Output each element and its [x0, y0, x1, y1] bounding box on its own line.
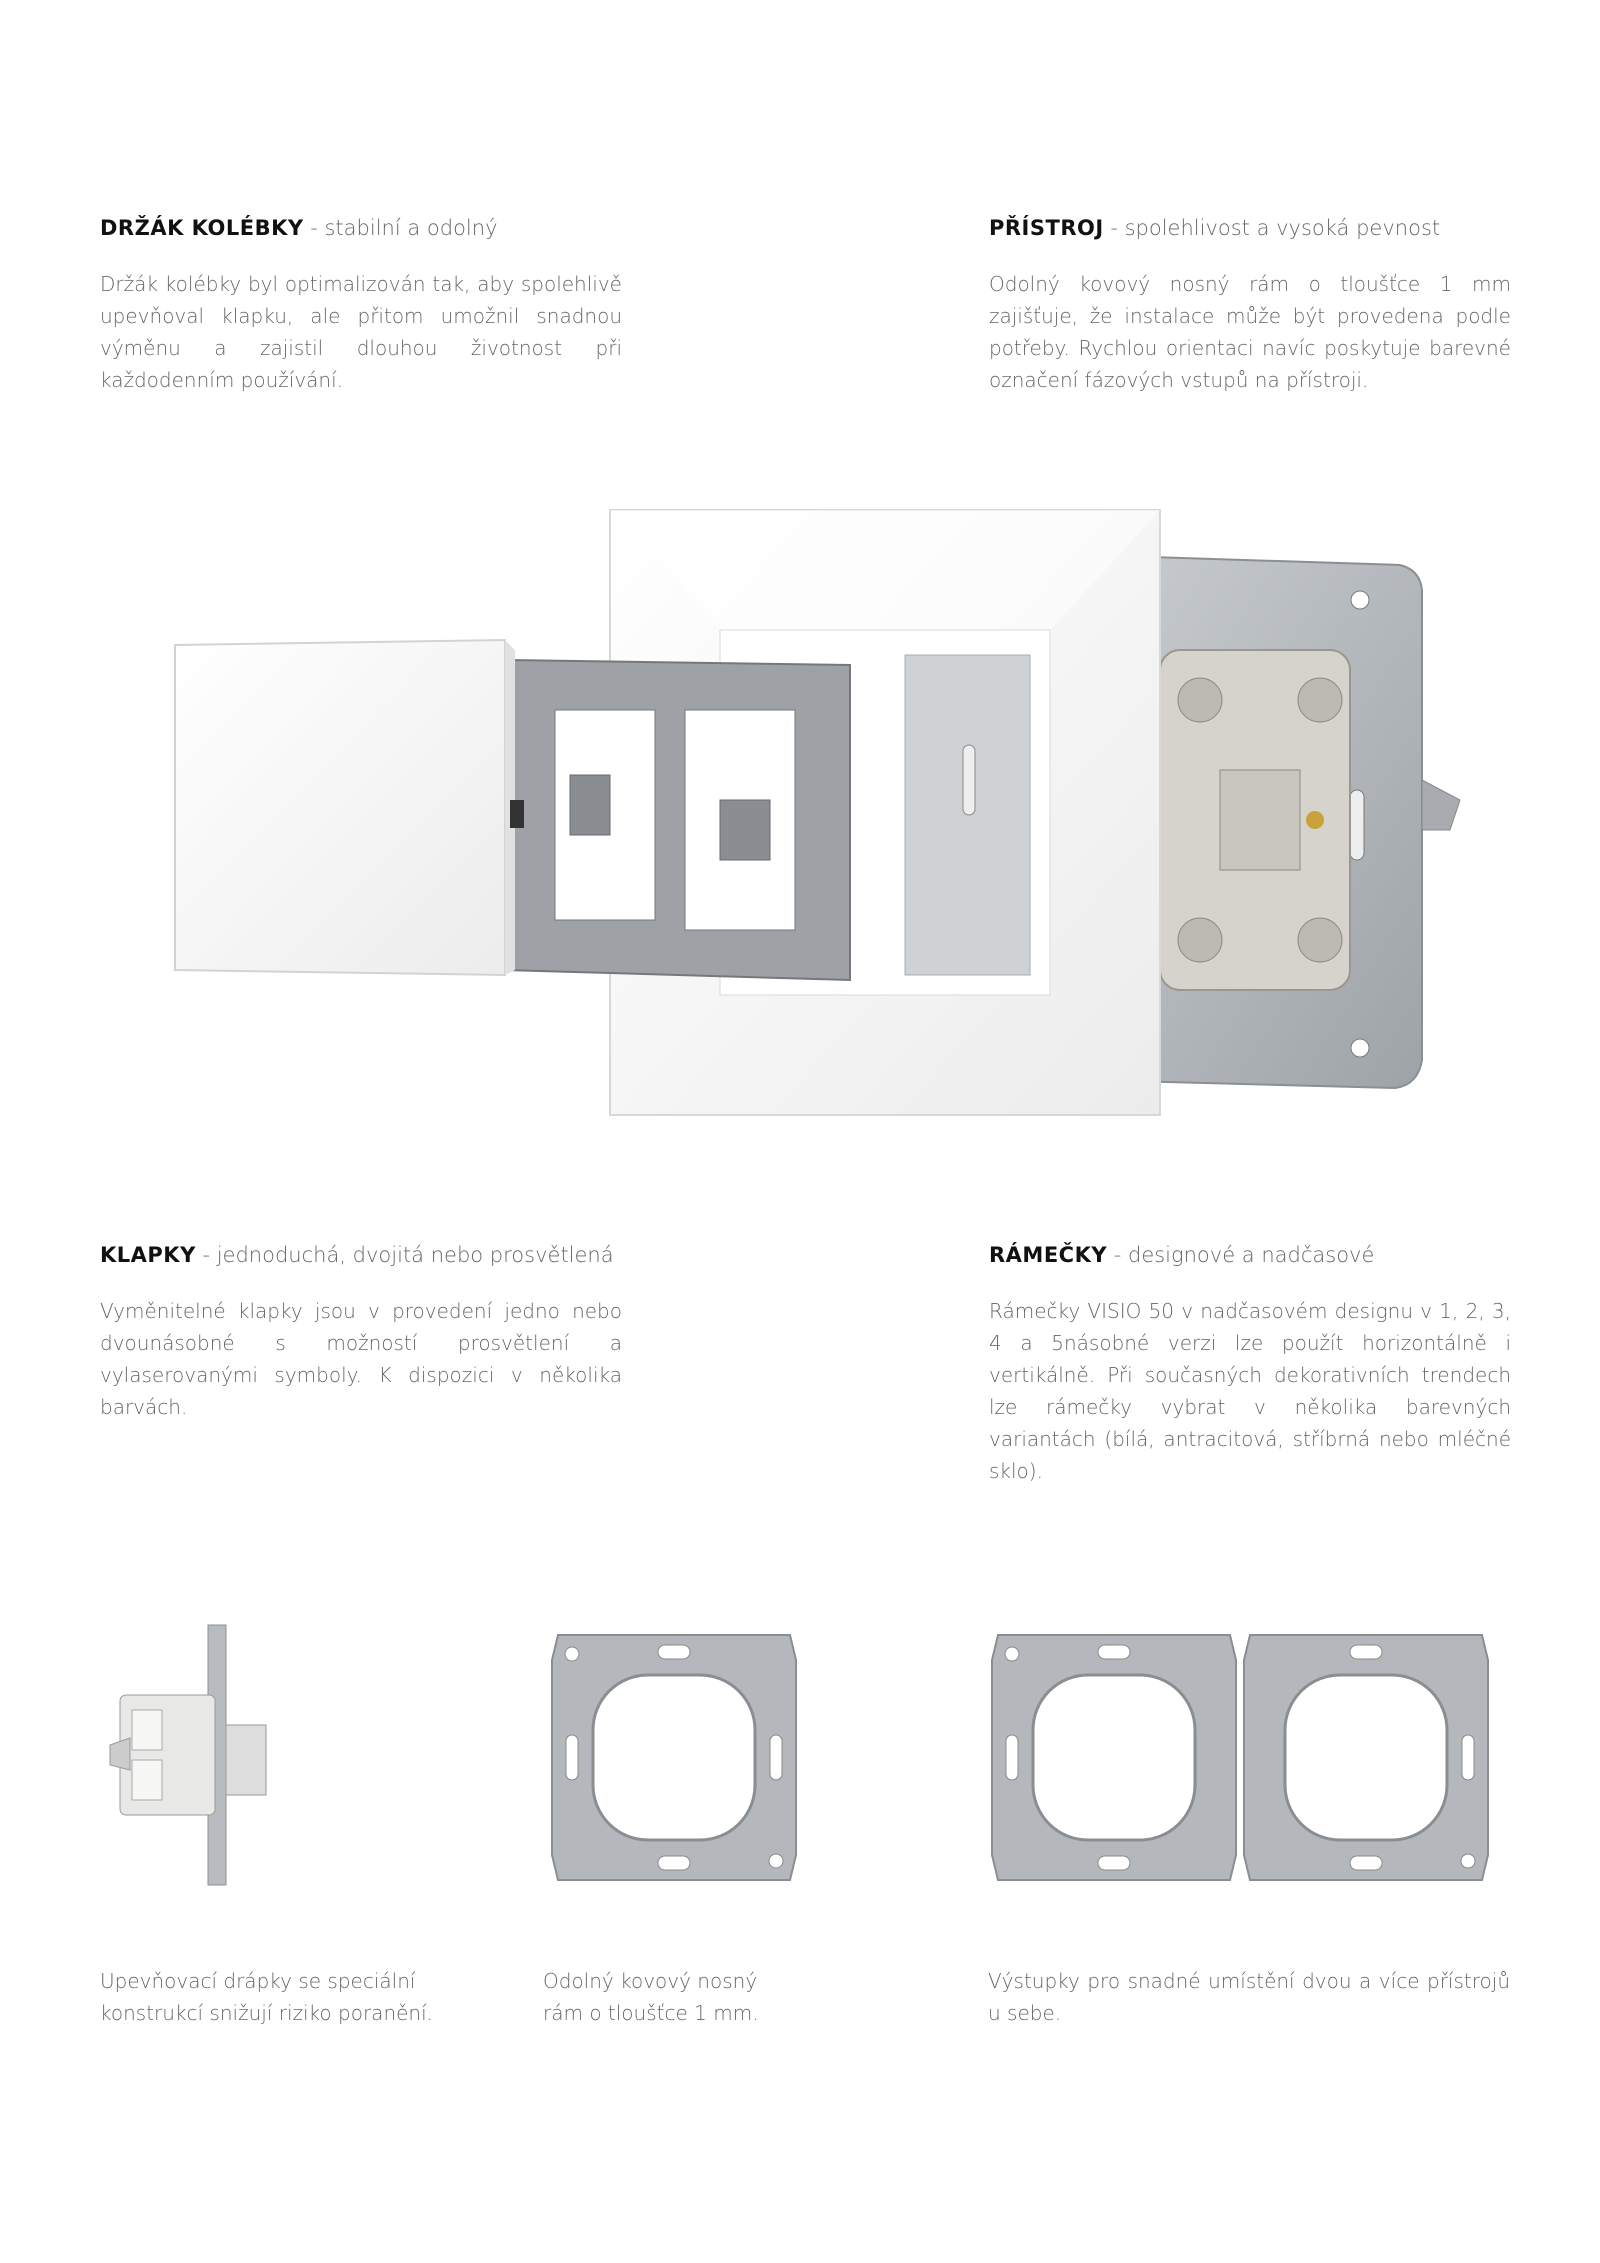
caption-ram: Odolný kovový nosný rám o tloušťce 1 mm.	[543, 1969, 759, 2025]
section-subtitle: - spolehlivost a vysoká pevnost	[1103, 216, 1441, 240]
metal-frame	[552, 1635, 796, 1880]
section-body: Odolný kovový nosný rám o tloušťce 1 mm zajišťuje, že instalace může být provedena podle potřeby. Rychlou orientaci navíc poskytuje barevné označení fázových vstupů na přístroji.	[989, 272, 1511, 392]
rocker-holder	[505, 660, 850, 980]
section-pristroj	[989, 214, 1511, 396]
section-body: Rámečky VISIO 50 v nadčasovém designu v 1, 2, 3, 4 a 5násobné verzi lze použít horizontálně i vertikálně. Při současných dekorativních trendech lze rámečky vybrat v několika barevných variantách (bílá, antracitová, stříbrná nebo mléčné sklo).	[989, 1299, 1511, 1483]
rocker-plate	[175, 640, 524, 975]
metal-frame-single-image	[548, 1630, 800, 1885]
caption-vystupky: Výstupky pro snadné umístění dvou a více přístrojů u sebe.	[988, 1969, 1510, 2025]
section-heading	[100, 1241, 622, 1269]
section-title: KLAPKY	[100, 1243, 196, 1267]
section-subtitle: - jednoduchá, dvojitá nebo prosvětlená	[195, 1243, 614, 1267]
switch-assembly-illustration	[160, 500, 1480, 1160]
metal-frame-double-image	[988, 1630, 1493, 1885]
device-mechanism	[1160, 650, 1350, 990]
section-klapky	[100, 1241, 622, 1423]
caption-drapky: Upevňovací drápky se speciální konstrukcí snižují riziko poranění.	[100, 1969, 434, 2025]
section-heading	[989, 214, 1511, 242]
device-side-view-image	[100, 1620, 280, 1890]
section-drzak	[100, 214, 622, 396]
section-ramecky	[989, 1241, 1511, 1487]
section-heading	[989, 1241, 1511, 1269]
metal-frame	[992, 1635, 1236, 1880]
section-body: Vyměnitelné klapky jsou v provedení jedno nebo dvounásobné s možností prosvětlení a vylaserovanými symboly. K dispozici v několika barvách.	[100, 1299, 622, 1419]
section-subtitle: - designové a nadčasové	[1107, 1243, 1375, 1267]
section-subtitle: - stabilní a odolný	[303, 216, 498, 240]
section-title: DRŽÁK KOLÉBKY	[100, 216, 304, 240]
section-title: RÁMEČKY	[989, 1243, 1108, 1267]
section-body: Držák kolébky byl optimalizován tak, aby spolehlivě upevňoval klapku, ale přitom umožnil snadnou výměnu a zajistil dlouhou životnost při každodenním používání.	[100, 272, 622, 392]
section-title: PŘÍSTROJ	[989, 216, 1104, 240]
metal-frame	[1244, 1635, 1488, 1880]
section-heading	[100, 214, 622, 242]
